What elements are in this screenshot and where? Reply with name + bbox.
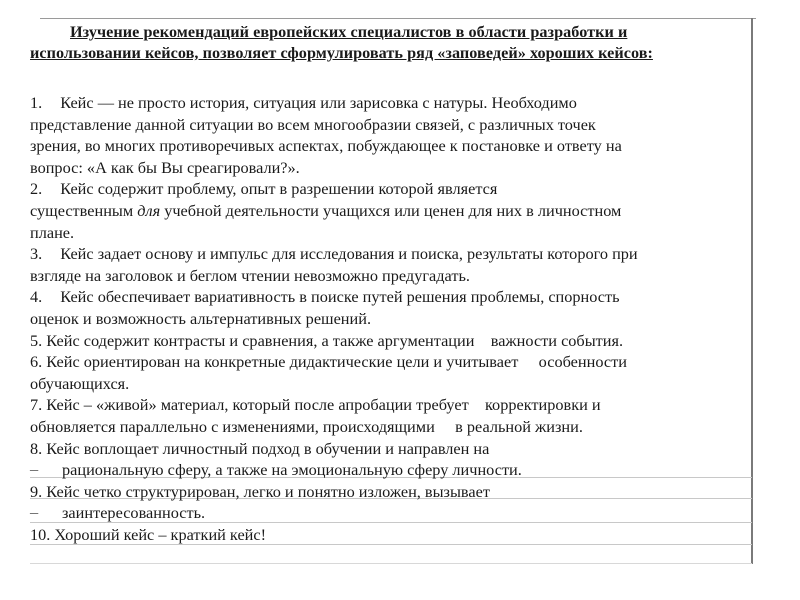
list-item-line: обучающихся. bbox=[30, 373, 130, 393]
list-item-line: вопрос: «А как бы Вы среагировали?». bbox=[30, 157, 300, 177]
list-item-line: оценок и возможность альтернативных решений. bbox=[30, 308, 372, 328]
heading-line bbox=[30, 22, 754, 43]
list-item-line: зрения, во многих противоречивых аспектах, побуждающее к постановке и ответу на bbox=[30, 136, 622, 156]
list-item bbox=[30, 351, 752, 394]
item-number: 4. bbox=[30, 287, 43, 307]
list-item bbox=[30, 330, 752, 352]
document-heading bbox=[30, 22, 754, 64]
frame-bottom-line bbox=[30, 563, 752, 564]
list-item-line: взгляде на заголовок и беглом чтении невозможно предугадать. bbox=[30, 265, 470, 285]
list-item-line: 5. Кейс содержит контрасты и сравнения, а также аргументации важности события. bbox=[30, 330, 624, 350]
heading-line-text: Изучение рекомендаций европейских специалистов в области разработки и bbox=[70, 23, 628, 41]
rules-list bbox=[30, 92, 752, 545]
item-text: рациональную сферу, а также на эмоциональную сферу личности. bbox=[62, 460, 522, 480]
item-text: заинтересованность. bbox=[62, 503, 206, 523]
list-item bbox=[30, 524, 752, 546]
item-text: Кейс — не просто история, ситуация или зарисовка с натуры. Необходимо bbox=[60, 93, 577, 112]
list-item bbox=[30, 286, 752, 329]
list-item-line: 6. Кейс ориентирован на конкретные дидактические цели и учитывает особенности bbox=[30, 352, 627, 372]
list-item-line bbox=[30, 497, 752, 524]
line-marker: _ bbox=[30, 454, 39, 474]
item-number: 3. bbox=[30, 244, 43, 264]
list-item bbox=[30, 481, 752, 524]
item-text: Кейс обеспечивает вариативность в поиске путей решения проблемы, спорность bbox=[60, 287, 620, 307]
list-item-line: 9. Кейс четко структурирован, легко и понятно изложен, вызывает bbox=[30, 481, 490, 501]
list-item bbox=[30, 92, 752, 178]
list-item bbox=[30, 243, 752, 286]
list-item bbox=[30, 438, 752, 481]
item-number: 2. bbox=[30, 179, 43, 199]
list-item-line bbox=[30, 286, 752, 308]
list-item-line bbox=[30, 178, 752, 200]
list-item-line: плане. bbox=[30, 222, 75, 242]
list-item-line: 7. Кейс – «живой» материал, который после апробации требует корректировки и bbox=[30, 395, 601, 415]
list-item-line bbox=[30, 454, 752, 481]
item-text: Кейс задает основу и импульс для исследования и поиска, результаты которого при bbox=[60, 244, 638, 264]
list-item bbox=[30, 178, 752, 243]
list-item-line: 8. Кейс воплощает личностный подход в обучении и направлен на bbox=[30, 438, 490, 458]
item-text-italic: для bbox=[137, 200, 161, 220]
list-item-line bbox=[30, 243, 752, 265]
heading-line: использовании кейсов, позволяет сформулировать ряд «заповедей» хороших кейсов: bbox=[30, 44, 653, 62]
list-item-line bbox=[30, 92, 752, 114]
frame-top-line bbox=[40, 18, 756, 19]
line-marker: _ bbox=[30, 497, 39, 517]
list-item-line: 10. Хороший кейс – краткий кейс! bbox=[30, 524, 267, 544]
list-item-line: обновляется параллельно с изменениями, происходящими в реальной жизни. bbox=[30, 416, 583, 436]
item-text: существенным bbox=[30, 200, 138, 220]
item-text: Кейс содержит проблему, опыт в разрешении которой является bbox=[60, 179, 498, 199]
list-item-line: представление данной ситуации во всем многообразии связей, с различных точек bbox=[30, 114, 596, 134]
list-item bbox=[30, 394, 752, 437]
list-item-line bbox=[30, 200, 752, 222]
item-number: 1. bbox=[30, 93, 43, 112]
item-text: учебной деятельности учащихся или ценен для них в личностном bbox=[160, 200, 622, 220]
